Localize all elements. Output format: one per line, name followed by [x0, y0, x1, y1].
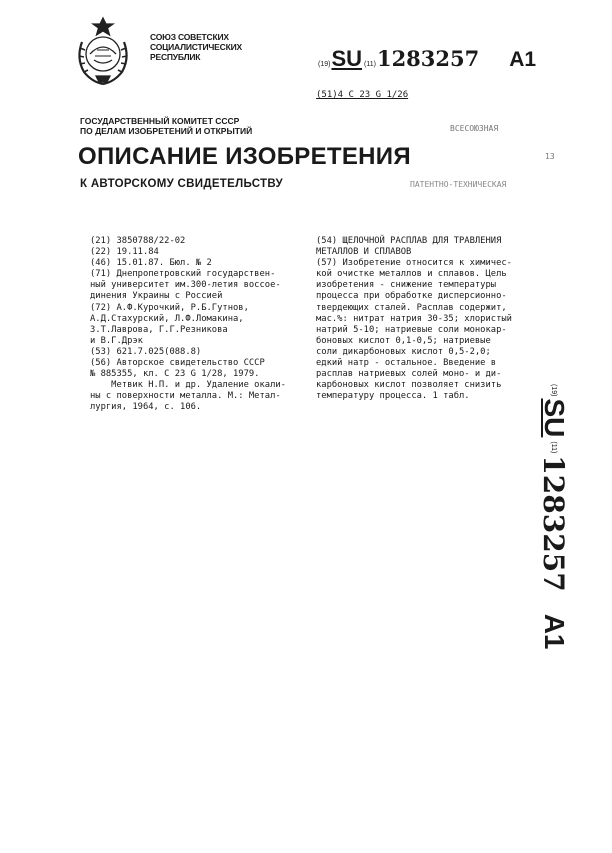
vertical-patent-number: [536, 384, 572, 674]
abstract-line: (54) ЩЕЛОЧНОЙ РАСПЛАВ ДЛЯ ТРАВЛЕНИЯ: [316, 236, 502, 246]
bibliographic-data: [90, 236, 286, 414]
patent-number-header: [318, 46, 536, 72]
document-title: ОПИСАНИЕ ИЗОБРЕТЕНИЯ: [78, 143, 411, 170]
abstract-line: кой очистке металлов и сплавов. Цель: [316, 269, 507, 280]
abstract-line: твердеющих сталей. Расплав содержит,: [316, 302, 507, 313]
biblio-line: ны с поверхности металла. М.: Метал-: [90, 391, 281, 402]
biblio-line: (56) Авторское свидетельство СССР: [90, 358, 265, 369]
su-label: SU: [331, 46, 363, 71]
biblio-line: (21) 3850788/22-02: [90, 236, 186, 246]
biblio-line: З.Т.Лаврова, Г.Г.Резникова: [90, 324, 228, 335]
abstract-line: температуру процесса. 1 табл.: [316, 391, 470, 402]
committee-name: ГОСУДАРСТВЕННЫЙ КОМИТЕТ СССР ПО ДЕЛАМ ИЗОБРЕТЕНИЙ И ОТКРЫТИЙ: [80, 116, 253, 136]
abstract-line: МЕТАЛЛОВ И СПЛАВОВ: [316, 247, 412, 258]
biblio-line: (53) 621.7.025(088.8): [90, 346, 202, 357]
abstract-line: мас.%: нитрат натрия 30-35; хлористый: [316, 313, 512, 324]
code-19: (19): [318, 61, 331, 68]
library-stamp-line: ПАТЕНТНО-ТЕХНИЧЕСКАЯ: [410, 180, 507, 189]
abstract-line: соли дикарбоновых кислот 0,5-2,0;: [316, 346, 491, 357]
abstract-line: изобретения - снижение температуры: [316, 280, 497, 291]
abstract-line: расплав натриевых солей моно- и ди-: [316, 369, 502, 380]
abstract-line: процесса при обработке дисперсионно-: [316, 291, 507, 302]
abstract-line: натрий 5-10; натриевые соли монокар-: [316, 324, 507, 335]
abstract-line: карбоновых кислот позволяет снизить: [316, 380, 502, 391]
side-su-label: SU: [539, 398, 570, 438]
document-subtitle: К АВТОРСКОМУ СВИДЕТЕЛЬСТВУ: [80, 178, 283, 190]
biblio-line: Метвик Н.П. и др. Удаление окали-: [90, 380, 286, 391]
abstract-line: (57) Изобретение относится к химичес-: [316, 258, 512, 269]
library-stamp: ВСЕСОЮЗНАЯ: [450, 124, 499, 133]
abstract-line: едкий натр - остальное. Введение в: [316, 358, 497, 369]
side-patent-number: 1283257: [537, 455, 571, 592]
biblio-line: (46) 15.01.87. Бюл. № 2: [90, 258, 212, 269]
side-patent-kind: A1: [539, 613, 570, 650]
code-11: (11): [364, 61, 376, 68]
biblio-line: лургия, 1964, с. 106.: [90, 402, 202, 413]
biblio-line: (72) А.Ф.Курочкий, Р.Б.Гутнов,: [90, 302, 249, 313]
biblio-line: ный университет им.300-летия воссое-: [90, 280, 281, 291]
biblio-line: и В.Г.Дрэк: [90, 335, 143, 346]
patent-number: 1283257: [376, 46, 480, 71]
ipc-class: (51)4 С 23 G 1/26: [316, 90, 409, 100]
biblio-line: (71) Днепропетровский государствен-: [90, 269, 276, 280]
biblio-line: № 885355, кл. С 23 G 1/28, 1979.: [90, 369, 260, 380]
abstract: [316, 236, 512, 402]
biblio-line: А.Д.Стахурский, Л.Ф.Ломакина,: [90, 313, 244, 324]
abstract-line: боновых кислот 0,1-0,5; натриевые: [316, 335, 491, 346]
side-code-11: (11): [550, 441, 558, 454]
biblio-line: динения Украины с Россией: [90, 291, 223, 302]
patent-kind: A1: [509, 48, 537, 71]
country-name: СОЮЗ СОВЕТСКИХ СОЦИАЛИСТИЧЕСКИХ РЕСПУБЛИК: [150, 32, 242, 62]
library-stamp-number: 13: [545, 152, 555, 161]
side-code-19: (19): [550, 384, 558, 397]
biblio-line: (22) 19.11.84: [90, 247, 159, 258]
state-emblem: [70, 14, 136, 88]
